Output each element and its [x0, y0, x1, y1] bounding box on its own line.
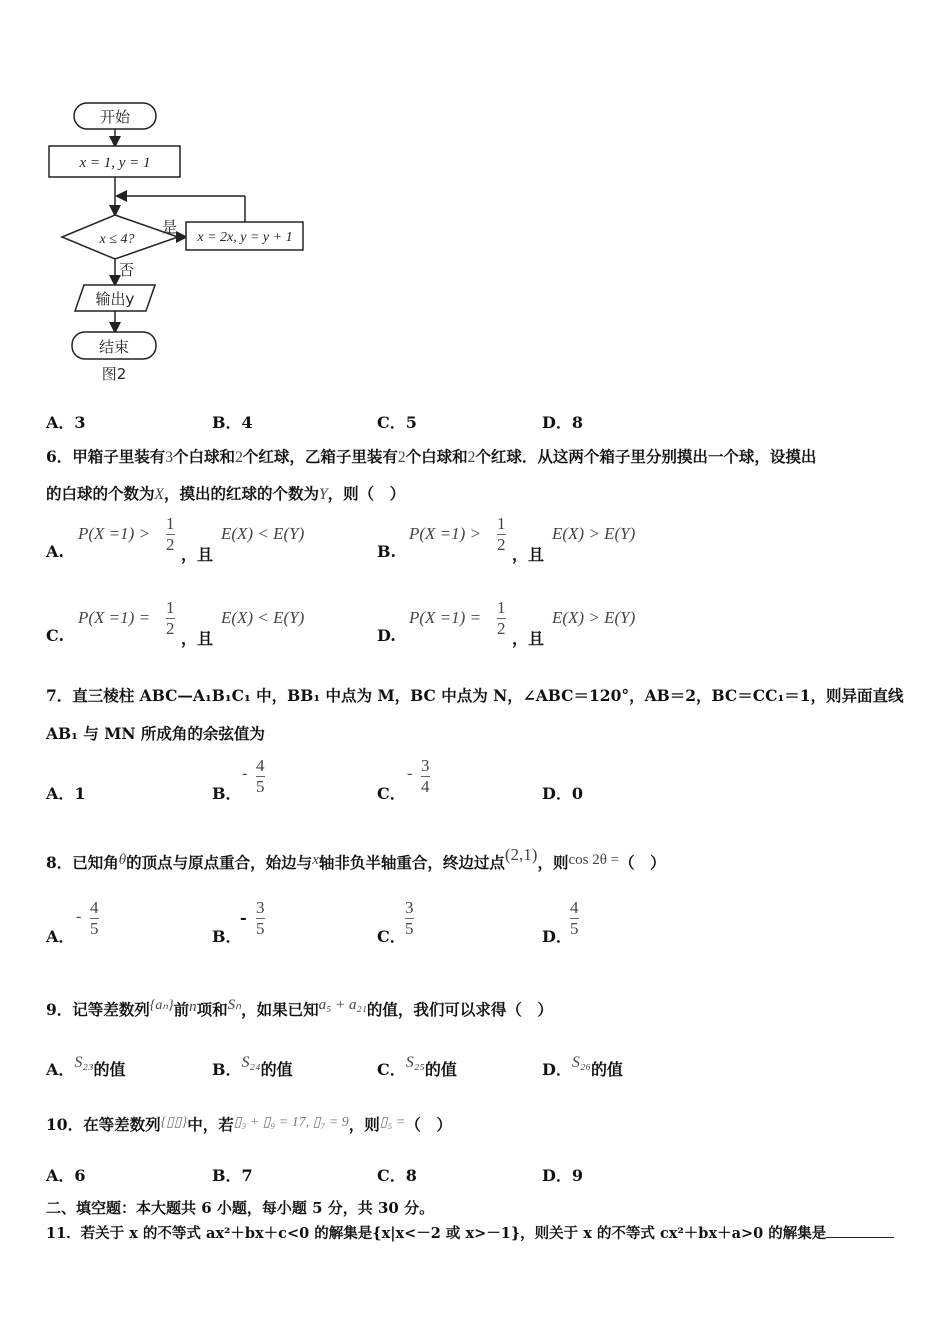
flow-condition-text: x ≤ 4?: [99, 232, 135, 247]
q6-stem-line1: 6．甲箱子里装有3个白球和2个红球，乙箱子里装有2个白球和2个红球．从这两个箱子里分别摸出一个球，设摸出: [46, 447, 817, 466]
flow-caption: 图2: [101, 365, 127, 383]
q10-stem: 10．在等差数列{▯▯}中，若▯₃ + ▯₉ = 17, ▯₇ = 9，则▯₅ =（ ）: [46, 1115, 452, 1134]
q5-option-d: D．8: [542, 413, 584, 432]
q9-option-b: B．S₂₄的值: [212, 1054, 293, 1079]
q9-stem: 9．记等差数列{aₙ}前n项和Sₙ，如果已知a₅ + a₂₁的值，我们可以求得（ ）: [46, 997, 553, 1019]
q9-option-a: A．S₂₃的值: [46, 1054, 126, 1079]
q11-answer-blank[interactable]: [826, 1225, 894, 1238]
q7-stem-line2: AB₁ 与 MN 所成角的余弦值为: [46, 724, 265, 743]
q7-option-a: A．1: [46, 784, 86, 803]
q9-option-c: C．S₂₅的值: [377, 1054, 457, 1079]
q10-option-c: C．8: [377, 1166, 417, 1185]
q8-stem: 8．已知角θ的顶点与原点重合，始边与x轴非负半轴重合，终边过点(2,1)，则cos 2θ =（ ）: [46, 845, 666, 872]
q9-option-d: D．S₂₆的值: [542, 1054, 624, 1079]
q5-option-c: C．5: [377, 413, 417, 432]
flow-init-text: x = 1, y = 1: [79, 155, 151, 171]
flow-output-text: 输出y: [95, 290, 135, 308]
flow-end-text: 结束: [98, 338, 130, 356]
flowchart: [40, 95, 340, 395]
q5-option-a: A．3: [46, 413, 86, 432]
flow-no-label: 否: [119, 261, 135, 279]
q6-stem-line2: 的白球的个数为X，摸出的红球的个数为Y，则（ ）: [46, 484, 406, 503]
flow-start-text: 开始: [99, 108, 131, 126]
flow-yes-label: 是: [162, 218, 178, 236]
q10-option-d: D．9: [542, 1166, 584, 1185]
flow-loop-text: x = 2x, y = y + 1: [197, 230, 293, 245]
section-title: 二、填空题：本大题共 6 小题，每小题 5 分，共 30 分。: [46, 1199, 435, 1217]
q10-option-a: A．6: [46, 1166, 86, 1185]
q7-stem-line1: 7．直三棱柱 ABC—A₁B₁C₁ 中，BB₁ 中点为 M，BC 中点为 N，∠ABC＝120°，AB＝2，BC＝CC₁＝1，则异面直线: [46, 686, 904, 705]
q5-option-b: B．4: [212, 413, 253, 432]
q10-option-b: B．7: [212, 1166, 253, 1185]
q7-option-d: D．0: [542, 784, 584, 803]
q11-stem: 11．若关于 x 的不等式 ax²＋bx＋c<0 的解集是{x|x<－2 或 x>－1}，则关于 x 的不等式 cx²＋bx＋a>0 的解集是: [46, 1222, 894, 1243]
